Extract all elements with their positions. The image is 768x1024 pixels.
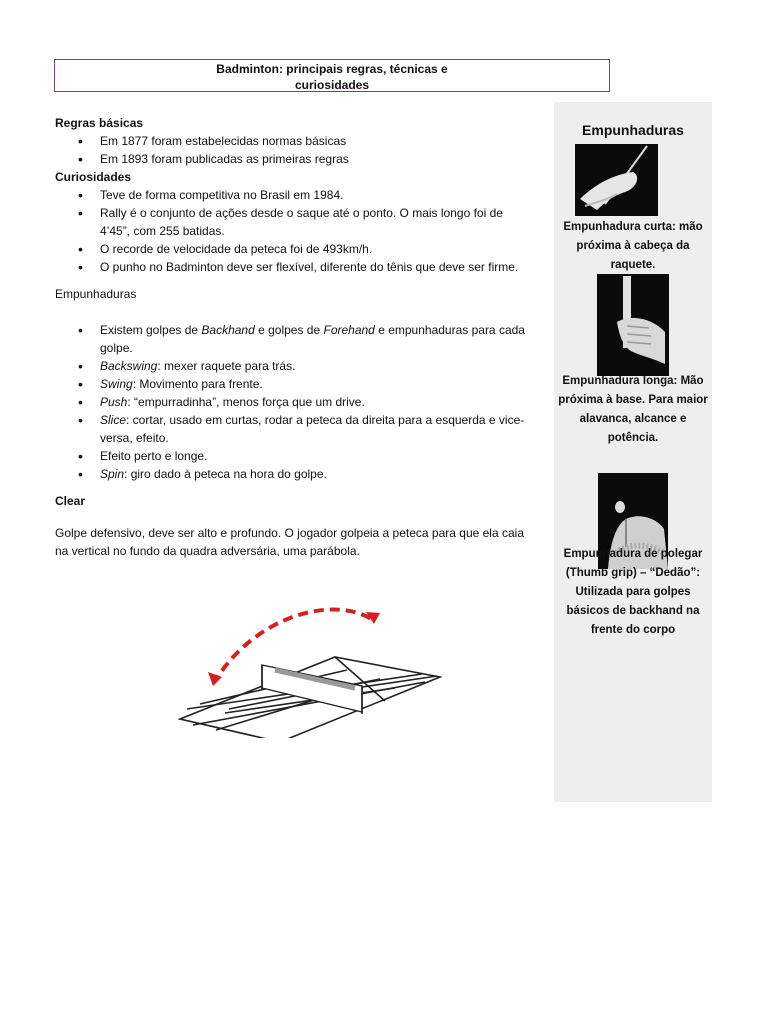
clear-paragraph: Golpe defensivo, deve ser alto e profundo. O jogador golpeia a peteca para que ela caia na vertical no fundo da quadra adversária, uma parábola. xyxy=(55,526,524,558)
list-item: • Existem golpes de Backhand e golpes de Forehand e empunhaduras para cada golpe. xyxy=(100,321,525,357)
short-grip-photo xyxy=(575,144,658,216)
sidebar-panel xyxy=(554,102,712,802)
regras-list xyxy=(55,132,525,168)
title-line-1: Badminton: principais regras, técnicas e xyxy=(216,62,448,76)
curiosidades-heading: Curiosidades xyxy=(55,170,132,184)
list-item: • Efeito perto e longe. xyxy=(100,447,525,465)
caption-long-grip: Empunhadura longa: Mão próxima à base. Para maior alavanca, alcance e potência. xyxy=(558,375,708,444)
title-line-2: curiosidades xyxy=(294,78,370,92)
list-item: • Spin: giro dado à peteca na hora do golpe. xyxy=(100,465,525,483)
empunhaduras-list xyxy=(55,321,525,483)
list-item: • Em 1893 foram publicadas as primeiras regras xyxy=(100,150,525,168)
arc-arrow-left xyxy=(208,672,222,686)
curiosidades-list xyxy=(55,186,525,276)
list-item: • Swing: Movimento para frente. xyxy=(100,375,525,393)
clear-heading: Clear xyxy=(55,494,86,508)
caption-thumb-grip: Empunhadura de polegar (Thumb grip) – “Dedão”: Utilizada para golpes básicos de backhand na frente do corpo xyxy=(563,548,703,636)
court-trajectory-diagram xyxy=(175,598,450,738)
list-item: • Push: “empurradinha”, menos força que um drive. xyxy=(100,393,525,411)
list-item: • Teve de forma competitiva no Brasil em 1984. xyxy=(100,186,525,204)
list-item: • Em 1877 foram estabelecidas normas básicas xyxy=(100,132,525,150)
list-item: • Rally é o conjunto de ações desde o saque até o ponto. O mais longo foi de 4’45”, com 255 batidas. xyxy=(100,204,525,240)
document-title-box xyxy=(54,59,610,92)
main-content xyxy=(55,114,525,560)
list-item: • O recorde de velocidade da peteca foi de 493km/h. xyxy=(100,240,525,258)
list-item: • Backswing: mexer raquete para trás. xyxy=(100,357,525,375)
regras-heading: Regras básicas xyxy=(55,116,144,130)
empunhaduras-heading: Empunhaduras xyxy=(55,287,137,301)
list-item: • O punho no Badminton deve ser flexível, diferente do tênis que deve ser firme. xyxy=(100,258,525,276)
sidebar-title: Empunhaduras xyxy=(582,122,684,138)
long-grip-photo xyxy=(597,274,669,376)
caption-short-grip: Empunhadura curta: mão próxima à cabeça da raquete. xyxy=(563,221,703,271)
list-item: • Slice: cortar, usado em curtas, rodar a peteca da direita para a esquerda e vice-versa, efeito. xyxy=(100,411,525,447)
